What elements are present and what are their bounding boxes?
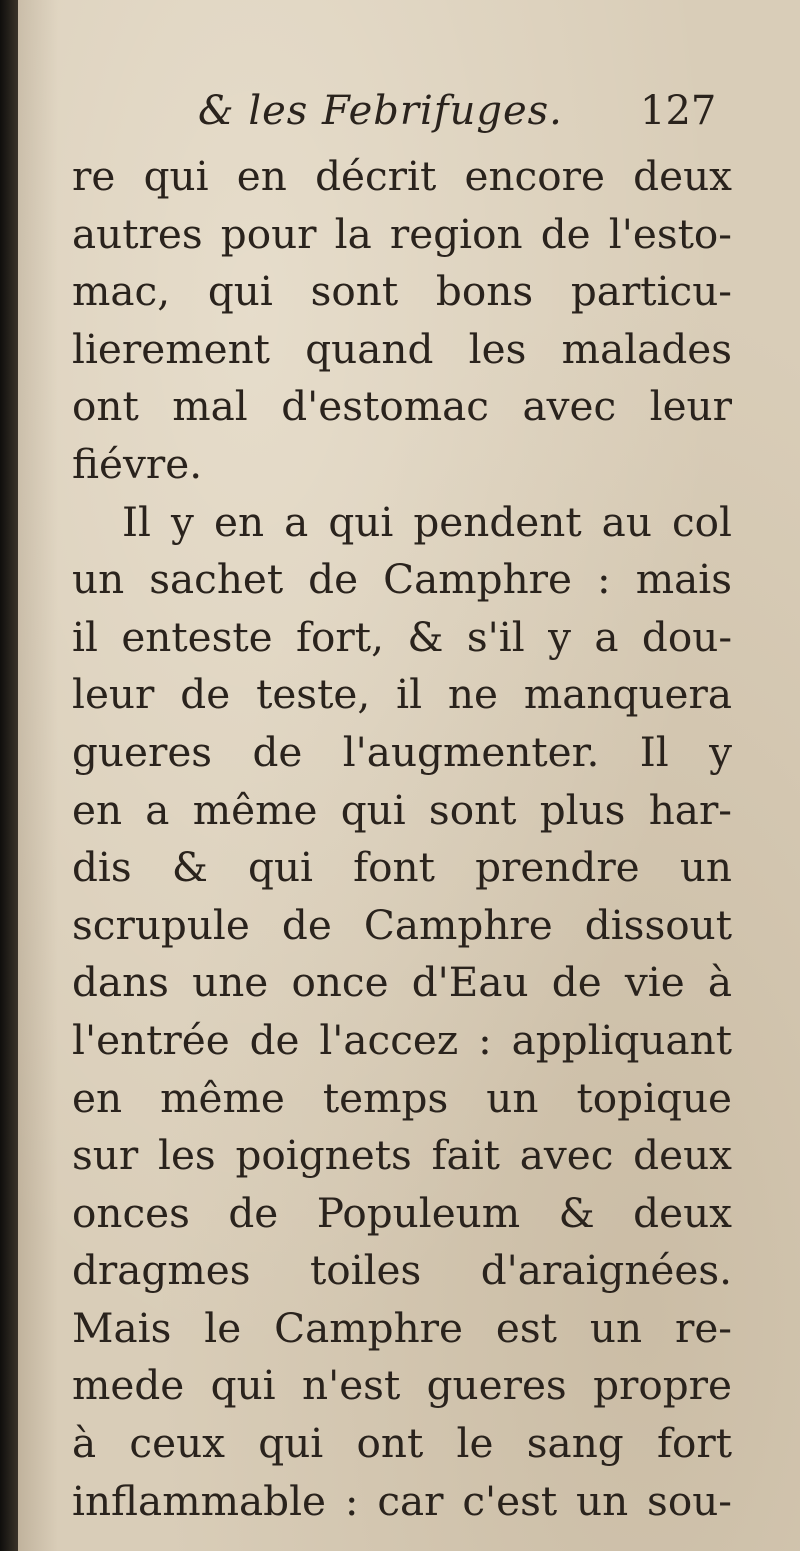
text-line: mac, qui sont bons particu-	[72, 267, 732, 316]
text-line: dis & qui font prendre un	[72, 843, 732, 892]
text-line: il enteste fort, & s'il y a dou-	[72, 612, 732, 661]
body-text	[72, 148, 732, 1530]
text-line: scrupule de Camphre dissout	[72, 900, 732, 949]
text-line: leur de teste, il ne manquera	[72, 670, 732, 719]
running-title: & les Febrifuges.	[198, 88, 563, 134]
book-page	[18, 0, 800, 1551]
text-line: Mais le Camphre est un re-	[72, 1303, 732, 1352]
text-line: lierement quand les malades	[72, 324, 732, 373]
text-line: onces de Populeum & deux	[72, 1188, 732, 1237]
text-line: re qui en décrit encore deux	[72, 152, 732, 200]
text-line: fiévre.	[72, 439, 203, 488]
text-line: un sachet de Camphre : mais	[72, 555, 732, 604]
text-line: en a même qui sont plus har-	[72, 785, 732, 834]
text-line: dragmes toiles d'araignées.	[72, 1246, 732, 1295]
text-line: mede qui n'est gueres propre	[72, 1361, 732, 1410]
text-line: autres pour la region de l'esto-	[72, 209, 732, 258]
text-line: l'entrée de l'accez : appliquant	[72, 1015, 732, 1064]
page-header	[18, 88, 800, 144]
text-line: en même temps un topique	[72, 1073, 732, 1122]
text-line: dans une once d'Eau de vie à	[72, 958, 732, 1007]
paragraph-start-line: Il y en a qui pendent au col	[122, 497, 732, 546]
text-line: ont mal d'estomac avec leur	[72, 382, 732, 431]
text-line: sur les poignets fait avec deux	[72, 1131, 732, 1180]
page-number: 127	[640, 88, 717, 134]
text-line: à ceux qui ont le sang fort	[72, 1419, 732, 1468]
text-line: inflammable : car c'est un sou-	[72, 1476, 732, 1525]
book-spine-shadow	[0, 0, 18, 1551]
text-line: gueres de l'augmenter. Il y	[72, 727, 732, 776]
